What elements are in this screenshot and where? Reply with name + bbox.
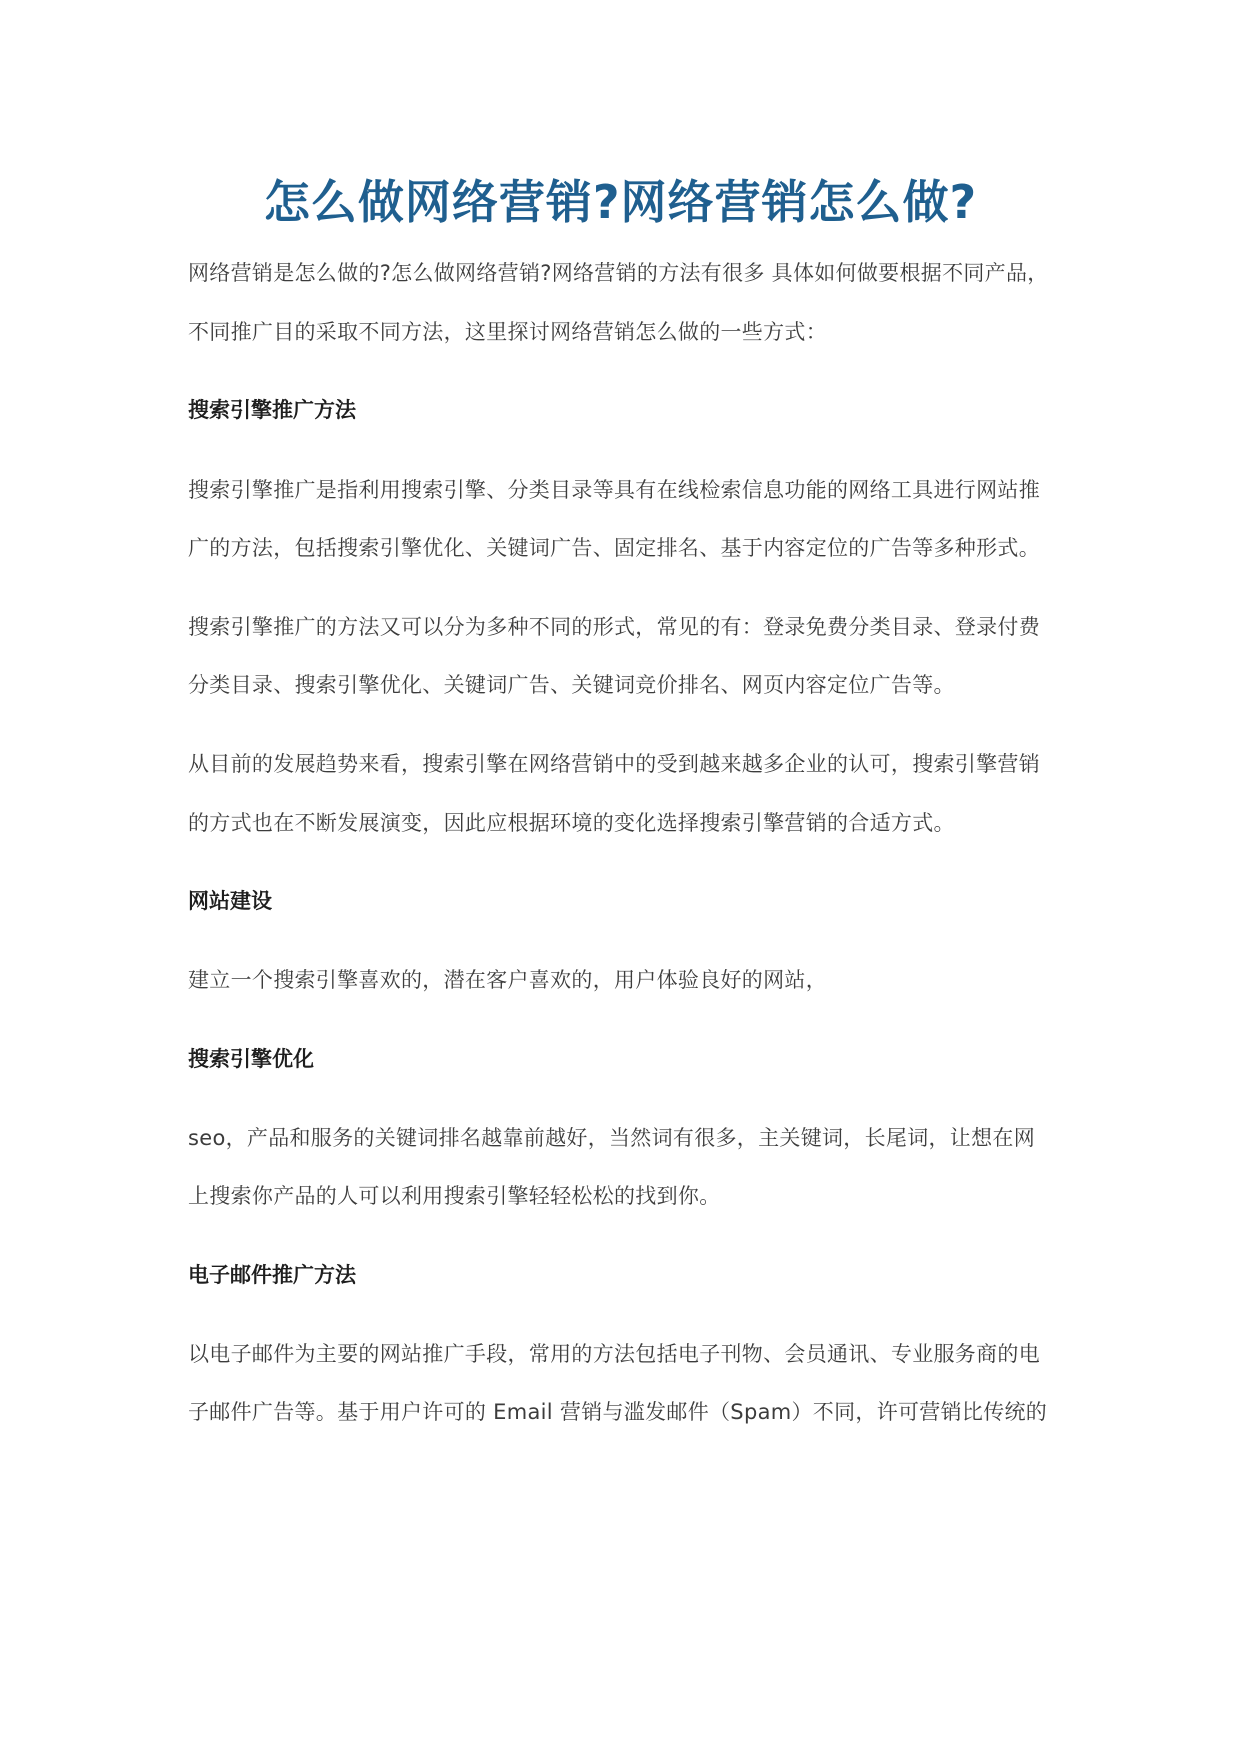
page-title: 怎么做网络营销?网络营销怎么做? (263, 175, 978, 229)
section-heading: 搜索引擎推广方法 (188, 398, 356, 422)
paragraph-line: seo，产品和服务的关键词排名越靠前越好，当然词有很多，主关键词，长尾词，让想在网 (188, 1126, 1036, 1150)
paragraph-line: 上搜索你产品的人可以利用搜索引擎轻轻松松的找到你。 (188, 1184, 721, 1208)
paragraph-line: 搜索引擎推广是指利用搜索引擎、分类目录等具有在线检索信息功能的网络工具进行网站推 (188, 478, 1040, 502)
section-heading: 网站建设 (188, 889, 272, 913)
paragraph-line: 分类目录、搜索引擎优化、关键词广告、关键词竞价排名、网页内容定位广告等。 (188, 673, 955, 697)
paragraph-line: 从目前的发展趋势来看，搜索引擎在网络营销中的受到越来越多企业的认可，搜索引擎营销 (188, 752, 1040, 776)
paragraph-line: 建立一个搜索引擎喜欢的，潜在客户喜欢的，用户体验良好的网站， (188, 968, 827, 992)
paragraph-line: 广的方法，包括搜索引擎优化、关键词广告、固定排名、基于内容定位的广告等多种形式。 (188, 536, 1040, 560)
section-heading: 搜索引擎优化 (188, 1047, 314, 1071)
paragraph-line: 的方式也在不断发展演变，因此应根据环境的变化选择搜索引擎营销的合适方式。 (188, 811, 955, 835)
paragraph-line: 搜索引擎推广的方法又可以分为多种不同的形式，常见的有：登录免费分类目录、登录付费 (188, 615, 1040, 639)
paragraph-line: 以电子邮件为主要的网站推广手段，常用的方法包括电子刊物、会员通讯、专业服务商的电 (188, 1342, 1040, 1366)
intro-line: 不同推广目的采取不同方法，这里探讨网络营销怎么做的一些方式： (188, 320, 827, 344)
section-heading: 电子邮件推广方法 (188, 1263, 356, 1287)
paragraph-line: 子邮件广告等。基于用户许可的 Email 营销与滥发邮件（Spam）不同，许可营销比传统的 (188, 1400, 1048, 1424)
intro-line: 网络营销是怎么做的?怎么做网络营销?网络营销的方法有很多 具体如何做要根据不同产品， (188, 261, 1049, 285)
